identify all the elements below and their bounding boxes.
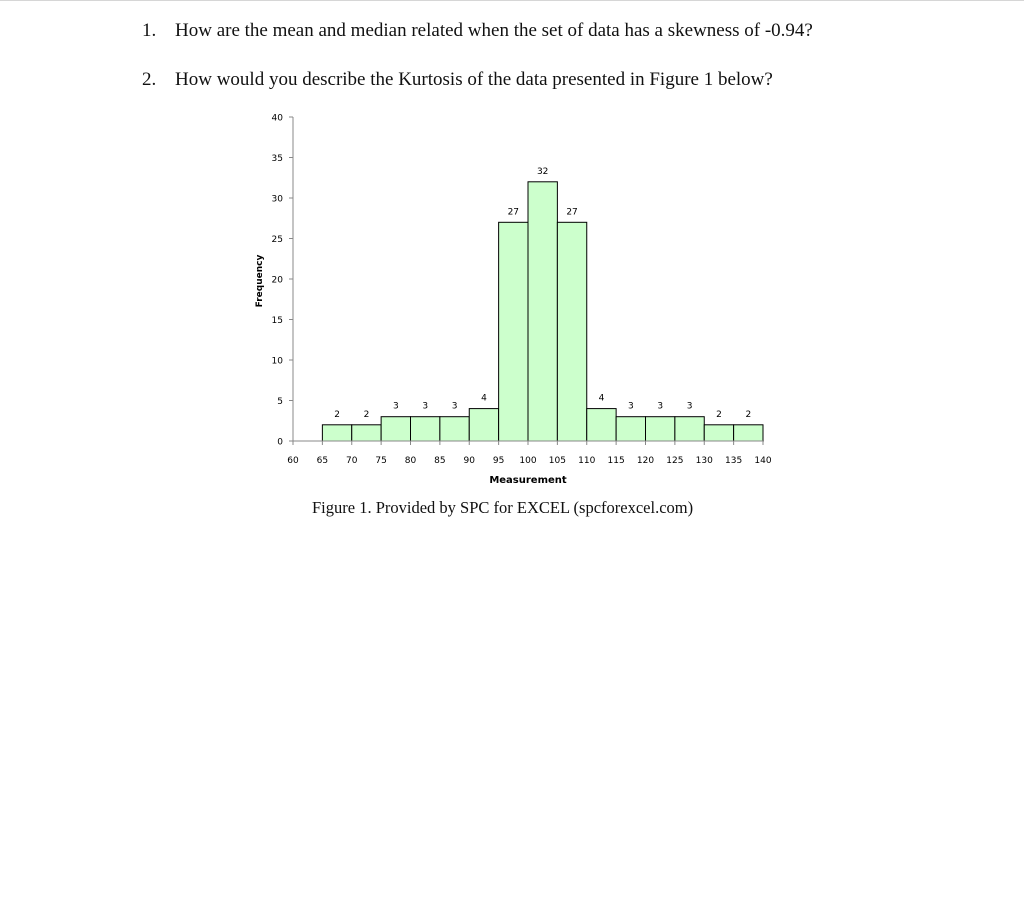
histogram-bar bbox=[675, 417, 704, 441]
histogram-bar bbox=[734, 425, 763, 441]
x-tick-label: 135 bbox=[725, 456, 743, 466]
y-tick-label: 25 bbox=[271, 235, 283, 245]
bar-data-label: 2 bbox=[363, 409, 370, 420]
y-tick-label: 35 bbox=[271, 154, 283, 164]
histogram-bar bbox=[440, 417, 469, 441]
bar-data-label: 2 bbox=[716, 409, 722, 420]
question-1-number: 1. bbox=[142, 20, 157, 41]
y-axis-ticks bbox=[272, 114, 293, 448]
histogram-bar bbox=[616, 417, 645, 441]
histogram-bar bbox=[646, 417, 675, 441]
bar-data-label: 4 bbox=[481, 393, 487, 404]
question-2-text: How would you describe the Kurtosis of the data presented in Figure 1 below? bbox=[175, 69, 773, 90]
y-axis-label: Frequency bbox=[255, 254, 265, 308]
y-tick-label: 20 bbox=[271, 275, 283, 286]
histogram-chart bbox=[245, 105, 785, 495]
x-tick-label: 85 bbox=[434, 456, 446, 466]
histogram-bar bbox=[704, 425, 733, 441]
bar-data-label: 3 bbox=[627, 401, 634, 412]
bar-data-label: 3 bbox=[451, 401, 458, 412]
figure-caption: Figure 1. Provided by SPC for EXCEL (spcforexcel.com) bbox=[312, 498, 694, 517]
bar-data-label: 27 bbox=[566, 207, 578, 218]
x-tick-label: 60 bbox=[287, 456, 299, 466]
x-tick-label: 125 bbox=[666, 456, 684, 466]
bar-data-label: 3 bbox=[657, 401, 664, 412]
y-tick-label: 40 bbox=[271, 113, 283, 124]
x-tick-label: 105 bbox=[548, 456, 566, 466]
x-tick-label: 90 bbox=[463, 456, 475, 466]
y-tick-label: 30 bbox=[271, 194, 283, 205]
bar-data-label: 4 bbox=[598, 393, 605, 404]
bar-data-label: 2 bbox=[334, 409, 340, 420]
x-tick-label: 115 bbox=[607, 456, 625, 466]
y-tick-label: 10 bbox=[271, 356, 283, 367]
x-tick-label: 95 bbox=[492, 456, 505, 466]
bar-data-label: 2 bbox=[745, 409, 752, 420]
x-tick-label: 120 bbox=[636, 456, 655, 466]
y-tick-label: 5 bbox=[277, 397, 283, 407]
x-tick-label: 100 bbox=[519, 456, 537, 466]
histogram-bar bbox=[557, 222, 586, 441]
bar-data-label: 27 bbox=[507, 207, 520, 218]
question-2-number: 2. bbox=[142, 69, 157, 90]
histogram-bar bbox=[587, 409, 616, 441]
x-axis-label: Measurement bbox=[489, 475, 567, 486]
x-tick-label: 70 bbox=[346, 456, 358, 466]
question-2 bbox=[142, 69, 773, 91]
bar-data-label: 3 bbox=[392, 401, 399, 412]
histogram-bar bbox=[528, 182, 557, 441]
bar-data-label: 32 bbox=[536, 166, 549, 177]
bar-data-label: 3 bbox=[686, 401, 693, 412]
top-divider bbox=[0, 0, 1024, 1]
bar-data-label: 3 bbox=[422, 401, 429, 412]
bars bbox=[322, 182, 763, 441]
histogram-bar bbox=[469, 409, 498, 441]
histogram-bar bbox=[499, 222, 528, 441]
x-tick-label: 80 bbox=[404, 456, 417, 466]
question-1-text: How are the mean and median related when the set of data has a skewness of -0.94? bbox=[175, 20, 813, 41]
question-1 bbox=[142, 20, 813, 42]
x-tick-label: 75 bbox=[375, 456, 387, 466]
y-tick-label: 0 bbox=[277, 437, 283, 448]
x-tick-label: 140 bbox=[754, 456, 772, 466]
x-tick-label: 110 bbox=[578, 456, 596, 466]
histogram-bar bbox=[411, 417, 440, 441]
x-tick-label: 130 bbox=[695, 456, 713, 466]
histogram-bar bbox=[322, 425, 351, 441]
histogram-bar bbox=[381, 417, 410, 441]
x-tick-label: 65 bbox=[316, 456, 329, 466]
y-tick-label: 15 bbox=[271, 316, 283, 326]
histogram-bar bbox=[352, 425, 381, 441]
x-axis-ticks bbox=[287, 441, 772, 466]
